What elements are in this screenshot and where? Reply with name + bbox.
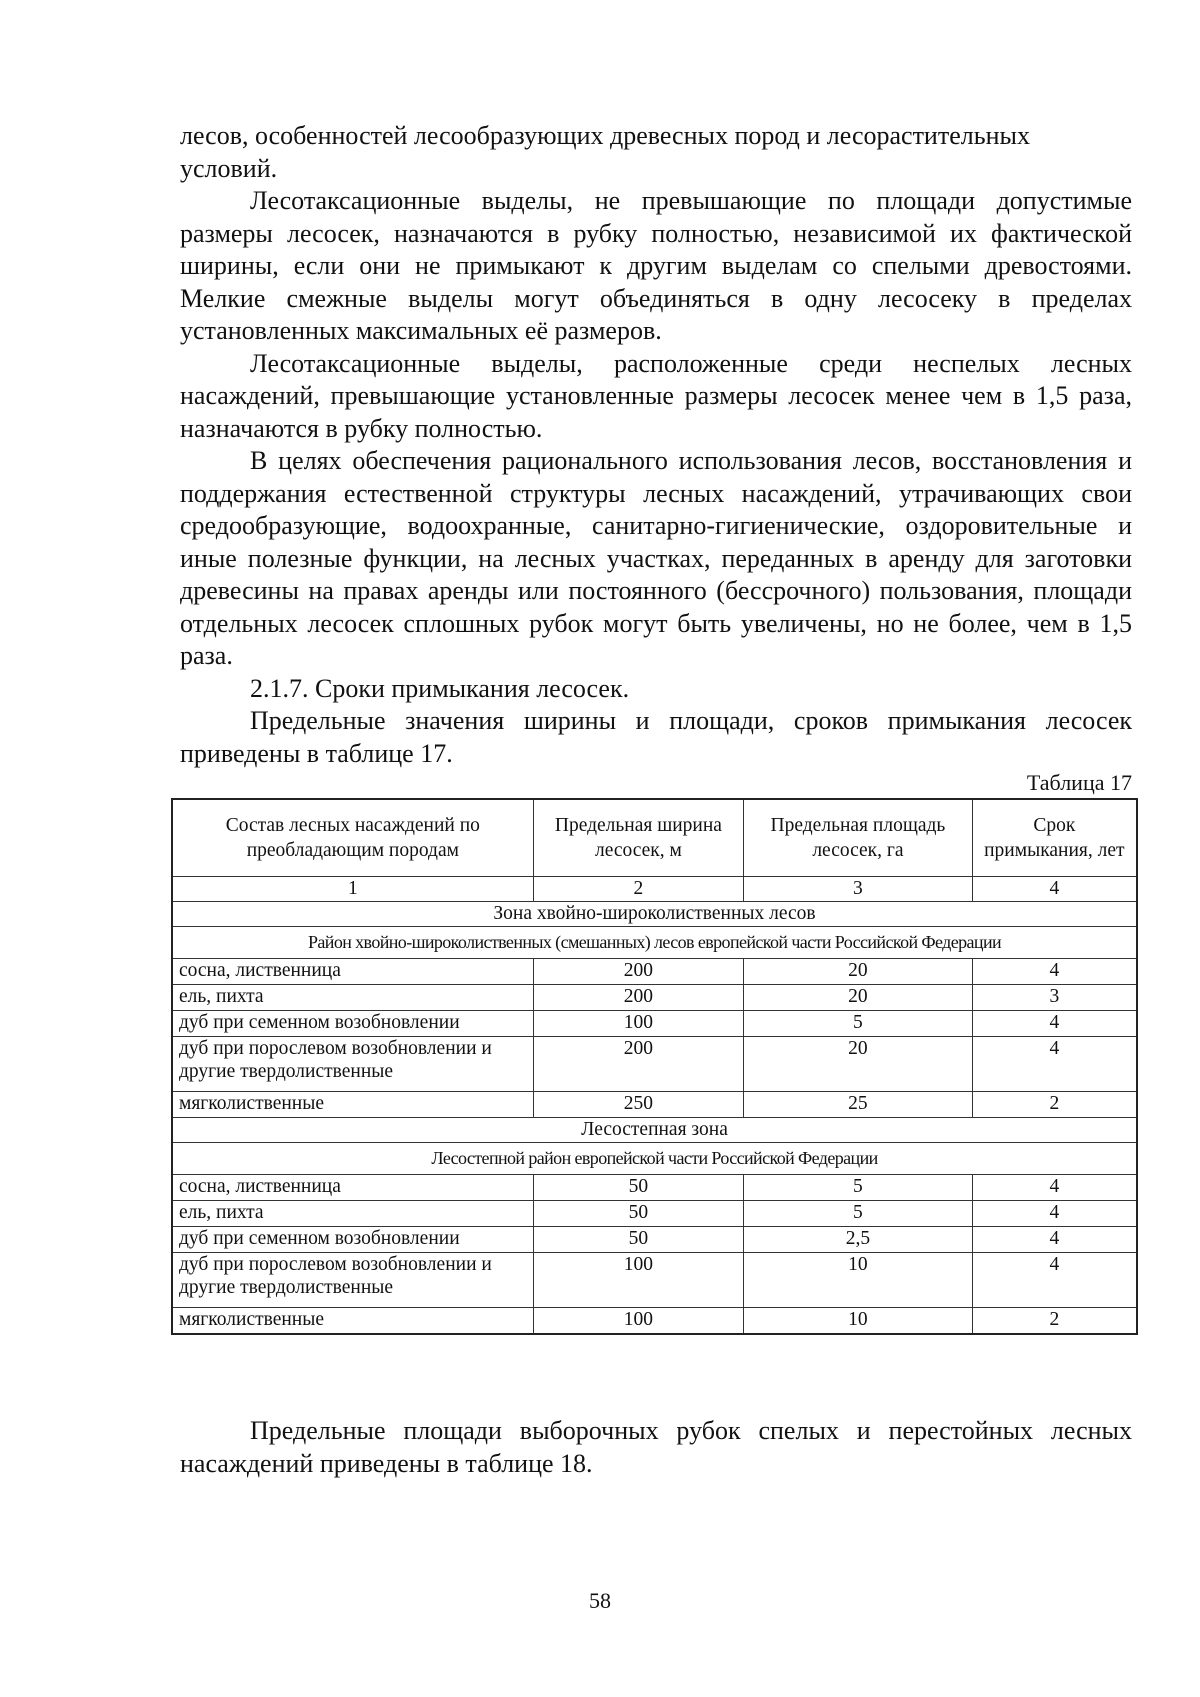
area-cell: 2,5 <box>744 1227 972 1253</box>
width-cell: 50 <box>533 1201 744 1227</box>
width-cell: 200 <box>533 1037 744 1092</box>
species-cell: дуб при семенном возобновлении <box>172 1011 533 1037</box>
term-cell: 2 <box>972 1308 1137 1335</box>
region-title: Район хвойно-широколиственных (смешанных) лесов европейской части Российской Федерации <box>172 927 1137 959</box>
region-title-row <box>172 927 1137 959</box>
paragraph-3: Лесотаксационные выделы, расположенные среди неспелых лесных насаждений, превышающие установленные размеры лесосек менее чем в 1,5 раза, назначаются в рубку полностью. <box>180 348 1132 443</box>
term-cell: 4 <box>972 1175 1137 1201</box>
species-cell: мягколиственные <box>172 1308 533 1335</box>
width-cell: 200 <box>533 985 744 1011</box>
zone-title-row <box>172 1118 1137 1143</box>
area-cell: 5 <box>744 1011 972 1037</box>
region-title: Лесостепной район европейской части Российской Федерации <box>172 1143 1137 1175</box>
width-cell: 50 <box>533 1227 744 1253</box>
species-cell: сосна, лиственница <box>172 1175 533 1201</box>
body-text-top <box>180 120 1132 770</box>
species-cell: дуб при семенном возобновлении <box>172 1227 533 1253</box>
term-cell: 4 <box>972 1037 1137 1092</box>
table-row <box>172 1227 1137 1253</box>
area-cell: 20 <box>744 1037 972 1092</box>
zone-title: Лесостепная зона <box>172 1118 1137 1143</box>
table-row <box>172 1011 1137 1037</box>
section-heading: 2.1.7. Сроки примыкания лесосек. <box>250 673 630 703</box>
limits-table <box>171 798 1138 1335</box>
paragraph-4: В целях обеспечения рационального использования лесов, восстановления и поддержания естественной структуры лесных насаждений, утрачивающих свои средообразующие, водоохранные, санитарно-гигиенические, оздоровительные и иные полезные функции, на лесных участках, переданных в аренду для заготовки древесины на правах аренды или постоянного (бессрочного) пользования, площади отдельных лесосек сплошных рубок могут быть увеличены, но не более, чем в 1,5 раза. <box>180 446 1132 670</box>
species-cell: ель, пихта <box>172 985 533 1011</box>
page-number: 58 <box>589 1588 611 1613</box>
width-cell: 250 <box>533 1092 744 1118</box>
table-row <box>172 1201 1137 1227</box>
width-cell: 100 <box>533 1011 744 1037</box>
paragraph-7: Предельные площади выборочных рубок спелых и перестойных лесных насаждений приведены в таблице 18. <box>180 1416 1132 1478</box>
width-cell: 200 <box>533 959 744 985</box>
paragraph-2: Лесотаксационные выделы, не превышающие по площади допустимые размеры лесосек, назначаются в рубку полностью, независимой их фактической ширины, если они не примыкают к другим выделам со спелыми древостоями. Мелкие смежные выделы могут объединяться в одну лесосеку в пределах установленных максимальных её размеров. <box>180 186 1132 345</box>
table-row <box>172 1308 1137 1335</box>
area-cell: 10 <box>744 1253 972 1308</box>
width-cell: 100 <box>533 1253 744 1308</box>
term-cell: 3 <box>972 985 1137 1011</box>
width-cell: 100 <box>533 1308 744 1335</box>
table-row <box>172 959 1137 985</box>
column-number: 1 <box>172 877 533 902</box>
area-cell: 5 <box>744 1201 972 1227</box>
table-caption: Таблица 17 <box>1026 770 1132 795</box>
table-header-row <box>172 799 1137 877</box>
term-cell: 4 <box>972 1253 1137 1308</box>
table-row <box>172 1253 1137 1308</box>
term-cell: 4 <box>972 959 1137 985</box>
header-composition: Состав лесных насаждений по преобладающим породам <box>172 799 533 877</box>
header-term: Срок примыкания, лет <box>972 799 1137 877</box>
area-cell: 10 <box>744 1308 972 1335</box>
table-row <box>172 1092 1137 1118</box>
table-row <box>172 1175 1137 1201</box>
term-cell: 4 <box>972 1201 1137 1227</box>
paragraph-1: лесов, особенностей лесообразующих древесных пород и лесорастительных условий. <box>180 121 1030 183</box>
zone-title: Зона хвойно-широколиственных лесов <box>172 902 1137 927</box>
term-cell: 4 <box>972 1227 1137 1253</box>
column-number: 4 <box>972 877 1137 902</box>
width-cell: 50 <box>533 1175 744 1201</box>
area-cell: 20 <box>744 959 972 985</box>
species-cell: мягколиственные <box>172 1092 533 1118</box>
header-area: Предельная площадь лесосек, га <box>744 799 972 877</box>
species-cell: сосна, лиственница <box>172 959 533 985</box>
header-width: Предельная ширина лесосек, м <box>533 799 744 877</box>
term-cell: 4 <box>972 1011 1137 1037</box>
paragraph-6: Предельные значения ширины и площади, сроков примыкания лесосек приведены в таблице 17. <box>180 706 1132 768</box>
body-text-bottom <box>180 1415 1132 1480</box>
area-cell: 20 <box>744 985 972 1011</box>
column-numbers-row <box>172 877 1137 902</box>
table-row <box>172 1037 1137 1092</box>
column-number: 3 <box>744 877 972 902</box>
species-cell: дуб при порослевом возобновлении и другие твердолиственные <box>172 1037 533 1092</box>
region-title-row <box>172 1143 1137 1175</box>
term-cell: 2 <box>972 1092 1137 1118</box>
area-cell: 25 <box>744 1092 972 1118</box>
species-cell: ель, пихта <box>172 1201 533 1227</box>
table-row <box>172 985 1137 1011</box>
column-number: 2 <box>533 877 744 902</box>
zone-title-row <box>172 902 1137 927</box>
species-cell: дуб при порослевом возобновлении и другие твердолиственные <box>172 1253 533 1308</box>
area-cell: 5 <box>744 1175 972 1201</box>
